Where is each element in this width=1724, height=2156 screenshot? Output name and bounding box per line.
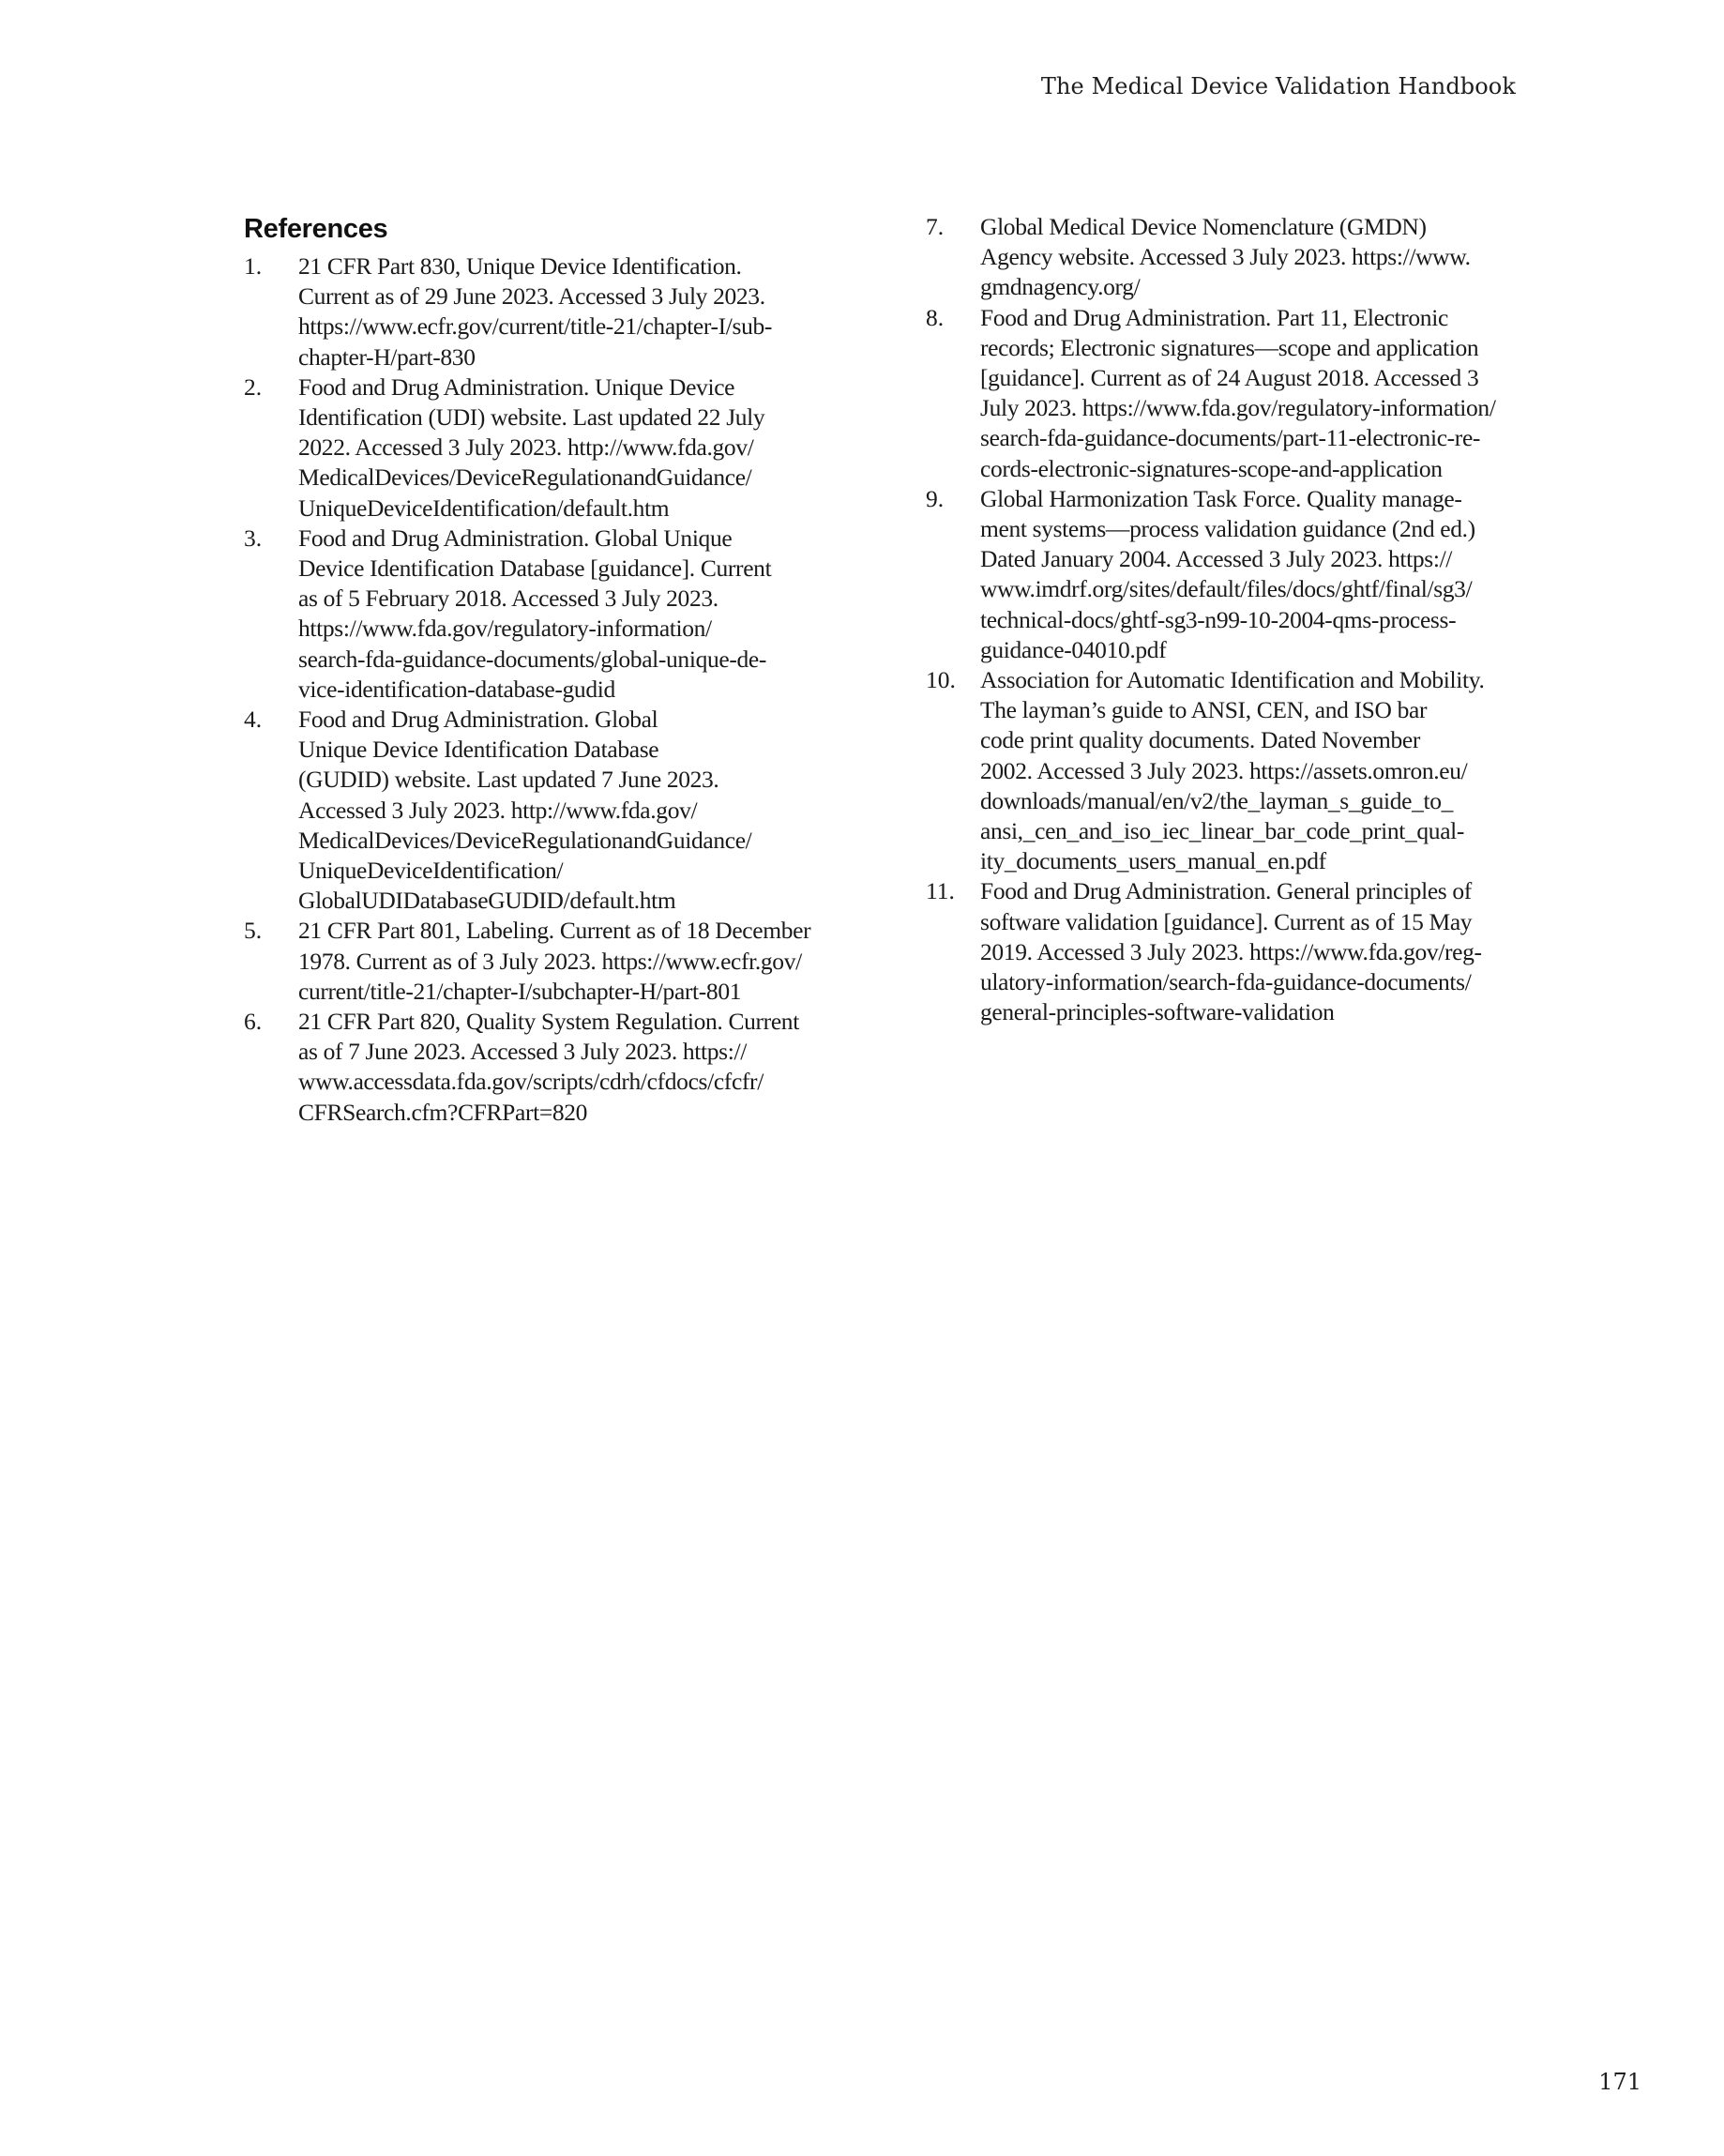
reference-item — [244, 705, 844, 916]
reference-item — [926, 484, 1526, 665]
reference-item — [926, 876, 1526, 1027]
reference-item — [926, 303, 1526, 484]
reference-number: 5. — [244, 917, 263, 945]
reference-number: 1. — [244, 252, 263, 280]
reference-text: Food and Drug Administration. Global Unique Device Identification Database [guidance]. Current as of 5 February 2018. Accessed 3 July 2023. https://www.fda.gov/regulatory-information/ search-fda-guidance-documents/global-unique-de- vice-identification-database-gudid — [298, 524, 772, 703]
references-column-left — [244, 212, 844, 1128]
running-header-title: The Medical Device Validation Handbook — [1040, 73, 1516, 99]
reference-number: 4. — [244, 706, 263, 734]
reference-number: 8. — [926, 303, 945, 331]
reference-text: Global Harmonization Task Force. Quality manage- ment systems—process validation guidance (2nd ed.) Dated January 2004. Accessed 3 July 2023. https:// www.imdrf.org/sites/default/files/docs/ghtf/final/sg3/ technical-docs/ghtf-sg3-n99-10-2004-qms-process- guidance-04010.pdf — [980, 484, 1475, 663]
reference-number: 7. — [926, 213, 945, 240]
reference-item — [244, 251, 844, 372]
reference-item — [244, 372, 844, 524]
reference-number: 11. — [926, 877, 955, 905]
section-title: References — [244, 214, 388, 244]
reference-text: Global Medical Device Nomenclature (GMDN) Agency website. Accessed 3 July 2023. https://www. gmdnagency.org/ — [980, 213, 1471, 301]
reference-number: 10. — [926, 666, 956, 694]
references-column-right — [926, 212, 1526, 1027]
page-number: 171 — [1598, 2069, 1641, 2095]
reference-item — [244, 1007, 844, 1128]
reference-text: 21 CFR Part 801, Labeling. Current as of 18 December 1978. Current as of 3 July 2023. https://www.ecfr.gov/ current/title-21/chapter-I/subchapter-H/part-801 — [298, 917, 811, 1005]
reference-text: Food and Drug Administration. Unique Device Identification (UDI) website. Last updated 22 July 2022. Accessed 3 July 2023. http://www.fda.gov/ MedicalDevices/DeviceRegulationandGuidance/ UniqueDeviceIdentification/default.htm — [298, 372, 765, 522]
reference-text: Association for Automatic Identification and Mobility. The layman’s guide to ANSI, CEN, and ISO bar code print quality documents. Dated November 2002. Accessed 3 July 2023. https://assets.omron.eu/ downloads/manual/en/v2/the_layman_s_guide_to_ ansi,_cen_and_iso_iec_linear_bar_code_print_qual- ity_documents_users_manual_en.pdf — [980, 666, 1485, 875]
reference-text: 21 CFR Part 820, Quality System Regulation. Current as of 7 June 2023. Accessed 3 July 2023. https:// www.accessdata.fda.gov/scripts/cdrh/cfdocs/cfcfr/ CFRSearch.cfm?CFRPart=820 — [298, 1008, 799, 1126]
reference-item — [926, 212, 1526, 303]
reference-list-left — [244, 251, 844, 1128]
reference-number: 2. — [244, 372, 263, 401]
reference-number: 9. — [926, 484, 945, 512]
reference-item — [244, 916, 844, 1007]
reference-number: 6. — [244, 1008, 263, 1036]
reference-item — [926, 665, 1526, 876]
reference-text: Food and Drug Administration. Global Unique Device Identification Database (GUDID) website. Last updated 7 June 2023. Accessed 3 July 2023. http://www.fda.gov/ MedicalDevices/DeviceRegulationandGuidance/ UniqueDeviceIdentification/ GlobalUDIDatabaseGUDID/default.htm — [298, 706, 752, 915]
reference-text: Food and Drug Administration. General principles of software validation [guidance]. Current as of 15 May 2019. Accessed 3 July 2023. https://www.fda.gov/reg- ulatory-information/search-fda-guidance-documents/ general-principles-software-validation — [980, 877, 1482, 1026]
reference-text: 21 CFR Part 830, Unique Device Identification. Current as of 29 June 2023. Accessed 3 July 2023. https://www.ecfr.gov/current/title-21/chapter-I/sub- chapter-H/part-830 — [298, 252, 773, 371]
reference-list-right — [926, 212, 1526, 1027]
reference-item — [244, 524, 844, 705]
reference-text: Food and Drug Administration. Part 11, Electronic records; Electronic signatures—scope and application [guidance]. Current as of 24 August 2018. Accessed 3 July 2023. https://www.fda.gov/regulatory-information/ search-fda-guidance-documents/part-11-electronic-re- cords-electronic-signatures-scope-and-application — [980, 303, 1496, 482]
reference-number: 3. — [244, 524, 263, 552]
